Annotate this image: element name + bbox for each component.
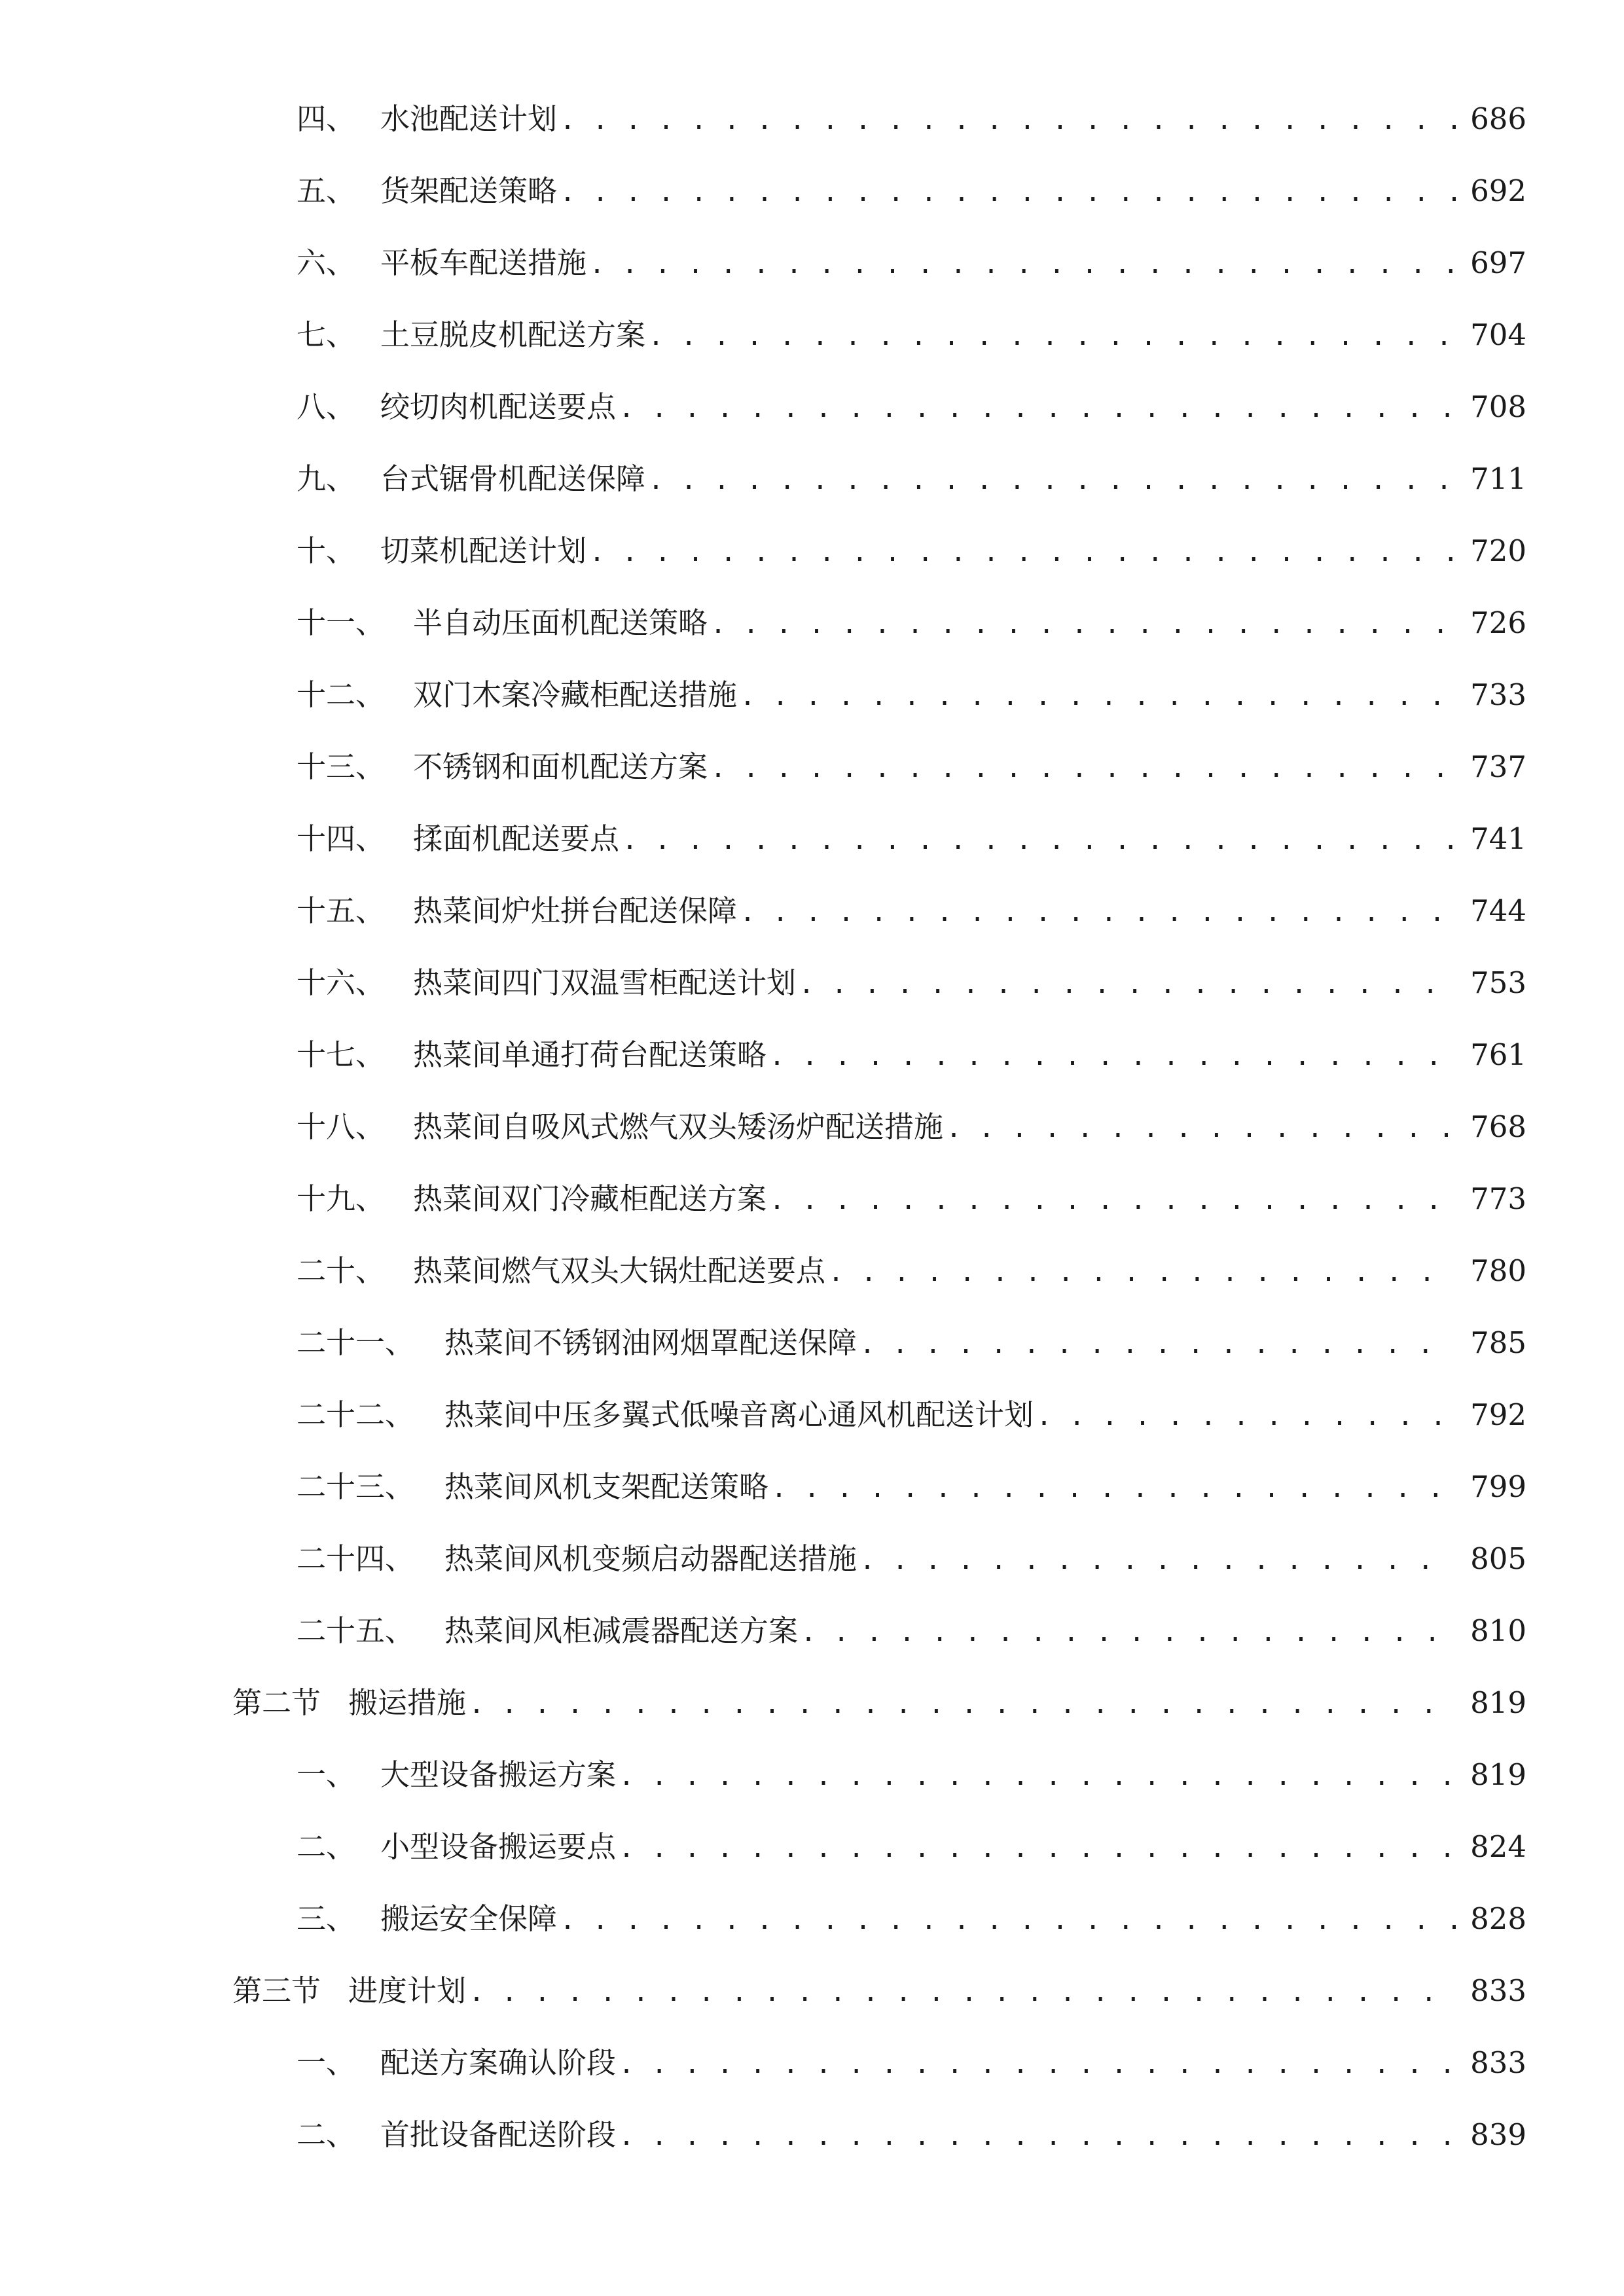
toc-entry[interactable] [297, 1173, 1526, 1225]
toc-entry-number: 七、 [297, 317, 356, 352]
dot-leader [796, 958, 1456, 1011]
toc-entry[interactable] [297, 237, 1526, 289]
toc-entry-title: 土豆脱皮机配送方案 [380, 317, 646, 352]
toc-entry-number: 二、 [297, 1829, 356, 1864]
toc-entry-number: 三、 [297, 1901, 356, 1936]
toc-entry-page: 799 [1470, 1469, 1526, 1504]
toc-entry[interactable] [297, 453, 1526, 505]
toc-entry-number: 十五、 [297, 893, 386, 928]
toc-entry-page: 773 [1470, 1181, 1526, 1216]
toc-entry-title: 货架配送策略 [380, 173, 558, 208]
toc-entry-number: 十六、 [297, 965, 386, 1000]
toc-entry-title: 首批设备配送阶段 [380, 2117, 617, 2152]
toc-entry-number: 二十四、 [297, 1541, 415, 1576]
toc-entry-page: 805 [1470, 1541, 1526, 1576]
dot-leader [557, 1894, 1456, 1946]
toc-entry-page: 692 [1470, 173, 1526, 208]
toc-entry[interactable] [297, 525, 1526, 577]
toc-entry[interactable] [297, 381, 1526, 433]
dot-leader [557, 166, 1456, 219]
toc-entry-title: 热菜间炉灶拼台配送保障 [413, 893, 738, 928]
toc-entry-number: 十三、 [297, 749, 386, 784]
toc-entry[interactable] [297, 2037, 1526, 2089]
toc-entry-number: 十七、 [297, 1037, 386, 1072]
dot-leader [616, 1822, 1456, 1874]
toc-entry[interactable] [297, 885, 1526, 937]
dot-leader [767, 1030, 1456, 1083]
toc-entry-page: 761 [1470, 1037, 1526, 1072]
dot-leader [619, 814, 1456, 867]
toc-entry[interactable] [297, 309, 1526, 361]
toc-entry-title: 揉面机配送要点 [413, 821, 620, 856]
toc-entry-title: 热菜间自吸风式燃气双头矮汤炉配送措施 [413, 1109, 944, 1144]
toc-entry[interactable] [297, 1821, 1526, 1873]
dot-leader [466, 1678, 1456, 1731]
toc-entry-number: 二十二、 [297, 1397, 415, 1432]
toc-entry[interactable] [297, 1317, 1526, 1369]
toc-entry-title: 小型设备搬运要点 [380, 1829, 617, 1864]
toc-entry-title: 热菜间双门冷藏柜配送方案 [413, 1181, 767, 1216]
toc-entry-page: 792 [1470, 1397, 1526, 1432]
toc-entry[interactable] [297, 1245, 1526, 1297]
toc-entry[interactable] [297, 669, 1526, 721]
toc-entry[interactable] [297, 165, 1526, 217]
toc-entry[interactable] [297, 1749, 1526, 1801]
toc-entry-title: 热菜间燃气双头大锅灶配送要点 [413, 1253, 826, 1288]
dot-leader [645, 454, 1456, 507]
toc-entry-page: 810 [1470, 1613, 1526, 1648]
toc-entry[interactable] [297, 1461, 1526, 1513]
toc-entry-number: 十、 [297, 533, 356, 568]
toc-entry-number: 二十、 [297, 1253, 386, 1288]
toc-entry-title: 热菜间单通打荷台配送策略 [413, 1037, 767, 1072]
dot-leader [798, 1606, 1456, 1659]
dot-leader [708, 598, 1456, 651]
toc-entry-number: 二十五、 [297, 1613, 415, 1648]
toc-section-heading[interactable] [232, 1677, 1526, 1729]
toc-entry[interactable] [297, 1029, 1526, 1081]
toc-entry-page: 726 [1470, 605, 1526, 640]
toc-entry-number: 十九、 [297, 1181, 386, 1216]
toc-entry[interactable] [297, 93, 1526, 145]
toc-section-number: 第二节 [232, 1685, 321, 1720]
toc-entry-number: 一、 [297, 2045, 356, 2080]
dot-leader [645, 310, 1456, 363]
dot-leader [737, 670, 1456, 723]
dot-leader [737, 886, 1456, 939]
toc-entry-title: 绞切肉机配送要点 [380, 389, 617, 424]
toc-entry[interactable] [297, 597, 1526, 649]
dot-leader [557, 94, 1456, 147]
toc-entry-page: 697 [1470, 245, 1526, 280]
toc-entry-title: 热菜间不锈钢油网烟罩配送保障 [444, 1325, 857, 1360]
toc-entry-title: 配送方案确认阶段 [380, 2045, 617, 2080]
toc-section-title: 进度计划 [348, 1973, 467, 2008]
toc-entry[interactable] [297, 1533, 1526, 1585]
toc-entry-page: 819 [1470, 1757, 1526, 1792]
toc-entry-page: 819 [1470, 1685, 1526, 1720]
dot-leader [586, 238, 1456, 291]
toc-entry-page: 733 [1470, 677, 1526, 712]
toc-entry[interactable] [297, 1389, 1526, 1441]
toc-entry-number: 一、 [297, 1757, 356, 1792]
toc-entry-page: 704 [1470, 317, 1526, 352]
toc-entry-page: 833 [1470, 2045, 1526, 2080]
toc-entry-title: 不锈钢和面机配送方案 [413, 749, 708, 784]
toc-entry-page: 824 [1470, 1829, 1526, 1864]
toc-entry[interactable] [297, 813, 1526, 865]
toc-entry-title: 热菜间四门双温雪柜配送计划 [413, 965, 797, 1000]
toc-entry-page: 708 [1470, 389, 1526, 424]
dot-leader [857, 1534, 1456, 1587]
toc-entry[interactable] [297, 741, 1526, 793]
dot-leader [586, 526, 1456, 579]
toc-entry[interactable] [297, 1605, 1526, 1657]
toc-entry-page: 839 [1470, 2117, 1526, 2152]
toc-entry-title: 平板车配送措施 [380, 245, 587, 280]
toc-entry-page: 768 [1470, 1109, 1526, 1144]
toc-entry-title: 热菜间风机支架配送策略 [444, 1469, 769, 1504]
toc-entry-number: 五、 [297, 173, 356, 208]
toc-entry[interactable] [297, 1101, 1526, 1153]
dot-leader [825, 1246, 1456, 1299]
toc-entry-number: 十八、 [297, 1109, 386, 1144]
toc-entry-page: 785 [1470, 1325, 1526, 1360]
toc-entry-title: 半自动压面机配送策略 [413, 605, 708, 640]
toc-entry[interactable] [297, 1893, 1526, 1945]
toc-section-heading[interactable] [232, 1965, 1526, 2017]
dot-leader [708, 742, 1456, 795]
dot-leader [466, 1966, 1456, 2018]
toc-section-title: 搬运措施 [348, 1685, 467, 1720]
toc-entry-title: 热菜间中压多翼式低噪音离心通风机配送计划 [444, 1397, 1034, 1432]
dot-leader [943, 1102, 1456, 1155]
toc-entry-number: 二十一、 [297, 1325, 415, 1360]
toc-entry-page: 744 [1470, 893, 1526, 928]
toc-entry-number: 六、 [297, 245, 356, 280]
toc-entry-page: 828 [1470, 1901, 1526, 1936]
toc-entry-number: 九、 [297, 461, 356, 496]
toc-entry-title: 台式锯骨机配送保障 [380, 461, 646, 496]
toc-entry-number: 二十三、 [297, 1469, 415, 1504]
toc-entry-page: 741 [1470, 821, 1526, 856]
dot-leader [1034, 1390, 1456, 1443]
toc-entry-number: 四、 [297, 101, 356, 136]
dot-leader [616, 2038, 1456, 2090]
toc-entry-number: 十四、 [297, 821, 386, 856]
toc-entry-title: 搬运安全保障 [380, 1901, 558, 1936]
toc-entry-number: 十二、 [297, 677, 386, 712]
toc-entry-page: 780 [1470, 1253, 1526, 1288]
toc-entry-page: 753 [1470, 965, 1526, 1000]
toc-entry-page: 833 [1470, 1973, 1526, 2008]
dot-leader [767, 1174, 1456, 1227]
dot-leader [616, 1750, 1456, 1803]
toc-entry[interactable] [297, 957, 1526, 1009]
toc-entry-page: 686 [1470, 101, 1526, 136]
toc-entry-number: 二、 [297, 2117, 356, 2152]
toc-entry-title: 热菜间风柜减震器配送方案 [444, 1613, 799, 1648]
toc-section-number: 第三节 [232, 1973, 321, 2008]
toc-entry[interactable] [297, 2109, 1526, 2161]
dot-leader [616, 382, 1456, 435]
toc-entry-number: 八、 [297, 389, 356, 424]
toc-entry-page: 737 [1470, 749, 1526, 784]
dot-leader [857, 1318, 1456, 1371]
toc-entry-page: 711 [1470, 461, 1526, 496]
toc-entry-number: 十一、 [297, 605, 386, 640]
toc-entry-title: 大型设备搬运方案 [380, 1757, 617, 1792]
toc-entry-title: 热菜间风机变频启动器配送措施 [444, 1541, 857, 1576]
toc-entry-title: 切菜机配送计划 [380, 533, 587, 568]
toc-entry-title: 双门木案冷藏柜配送措施 [413, 677, 738, 712]
toc-entry-title: 水池配送计划 [380, 101, 558, 136]
dot-leader [768, 1462, 1456, 1515]
toc-entry-page: 720 [1470, 533, 1526, 568]
dot-leader [616, 2110, 1456, 2162]
